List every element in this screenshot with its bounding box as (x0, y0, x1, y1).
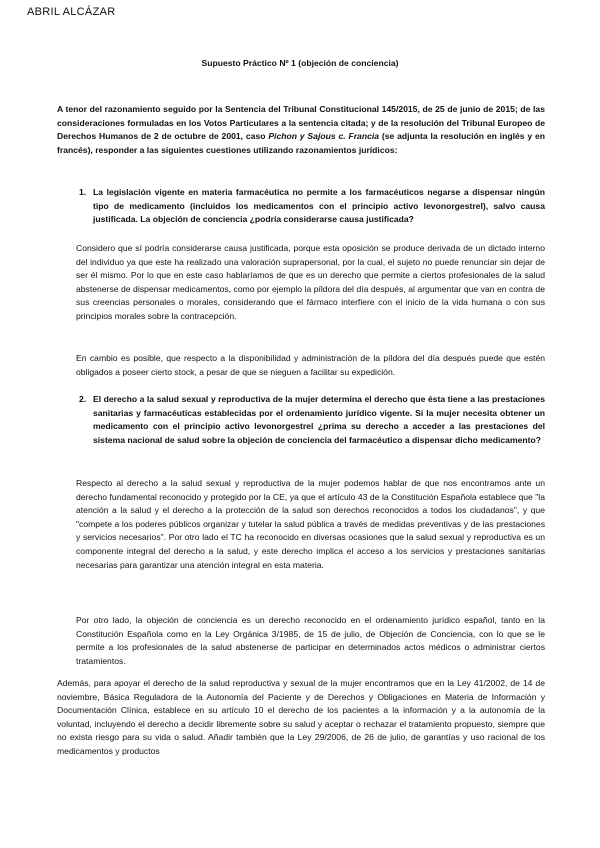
question-1-text: La legislación vigente en materia farmacéutica no permite a los farmacéuticos negarse a dispensar ningún tipo de medicamento (incluidos los medicamentos con el principio activo levonorgestrel), salvo causa justificada. La objeción de conciencia ¿podría considerarse causa justificada? (93, 187, 545, 225)
intro-text-1: A tenor del razonamiento seguido por la Sentencia del Tribunal Constitucional 145/2015, de 25 de junio de 2015; de las consideraciones formuladas en los Votos Particulares a la sentencia citada; y de la resolución del Tribunal Europeo de Derechos Humanos de 2 de octubre de 2001, caso (57, 104, 545, 142)
answer-2-paragraph-2: Por otro lado, la objeción de conciencia es un derecho reconocido en el ordenamiento jurídico español, tanto en la Constitución Española como en la Ley Orgánica 3/1985, de 15 de julio, de Objeción de Conciencia, con lo que se le permite a los profesionales de la salud abstenerse de participar en determinados actos médicos o administrar ciertos tratamientos. (76, 615, 545, 666)
author-header: ABRIL ALCÁZAR (27, 6, 116, 18)
answer-2-paragraph-3: Además, para apoyar el derecho de la salud reproductiva y sexual de la mujer encontramos que en la Ley 41/2002, de 14 de noviembre, Básica Reguladora de la Autonomía del Paciente y de Derechos y Obligaciones en Materia de Información y Documentación Clínica, establece en su artículo 10 el derecho de los pacientes a la información y a la autonomía de la voluntad, incluyendo el derecho a decidir libremente sobre su salud y aceptar o rechazar el tratamiento propuesto, siempre que no exista riesgo para su vida o salud. Añadir también que la Ley 29/2006, de 26 de julio, de garantías y uso racional de los medicamentos y productos (57, 678, 545, 756)
answer-1-paragraph-2: En cambio es posible, que respecto a la disponibilidad y administración de la píldora del día después puede que estén obligados a poseer cierto stock, a pesar de que se nieguen a facilitar su expedición. (76, 353, 545, 377)
answer-2-paragraph-1: Respecto al derecho a la salud sexual y reproductiva de la mujer podemos hablar de que nos encontramos ante un derecho fundamental reconocido y protegido por la CE, ya que el artículo 43 de la Constitución Española establece que "la atención a la salud y el derecho a la protección de la salud son derechos reconocidos a todos los ciudadanos", y que "compete a los poderes públicos organizar y tutelar la salud pública a través de medidas preventivas y de las prestaciones y servicios necesarios". Por otro lado el TC ha reconocido en diversas ocasiones que la salud sexual y reproductiva es un componente integral del derecho a la salud, y este derecho implica el acceso a los servicios y prestaciones sanitarias necesarias para garantizar una atención integral en esta materia. (76, 478, 545, 570)
question-2-text: El derecho a la salud sexual y reproductiva de la mujer determina el derecho que ésta tiene a las prestaciones sanitarias y farmacéuticas establecidas por el ordenamiento jurídico vigente. Si la mujer necesita obtener un medicamento con el principio activo levonorgestrel ¿prima su derecho a acceder a las prestaciones del sistema nacional de salud sobre la objeción de conciencia del farmacéutico a dispensar dicho medicamento? (93, 394, 545, 445)
question-1-number: 1. (79, 187, 87, 197)
intro-case-name: Pichon y Sajous c. Francia (268, 131, 380, 142)
question-2 (79, 393, 545, 447)
document-title: Supuesto Práctico Nº 1 (objeción de conciencia) (201, 58, 399, 68)
intro-text-2: (se adjunta la resolución en inglés y en francés), responder a las siguientes cuestiones utilizando razonamientos jurídicos: (57, 131, 545, 155)
question-1 (79, 186, 545, 227)
question-2-number: 2. (79, 394, 87, 404)
intro-paragraph (57, 103, 545, 157)
answer-1-paragraph-1: Considero que sí podría considerarse causa justificada, porque esta oposición se produce derivada de un dictado interno del individuo ya que este ha realizado una valoración suprapersonal, por la cual, el sujeto no puede renunciar sin dejar de ser él mismo. Por lo que en este caso hablaríamos de que es un derecho que permite a ciertos profesionales de la salud abstenerse de dispensar medicamentos, como por ejemplo la píldora del día después, al argumentar que van en contra de sus creencias personales o morales, considerando que el fármaco interfiere con el inicio de la vida humana o con sus principios morales sobre la contracepción. (76, 243, 545, 321)
